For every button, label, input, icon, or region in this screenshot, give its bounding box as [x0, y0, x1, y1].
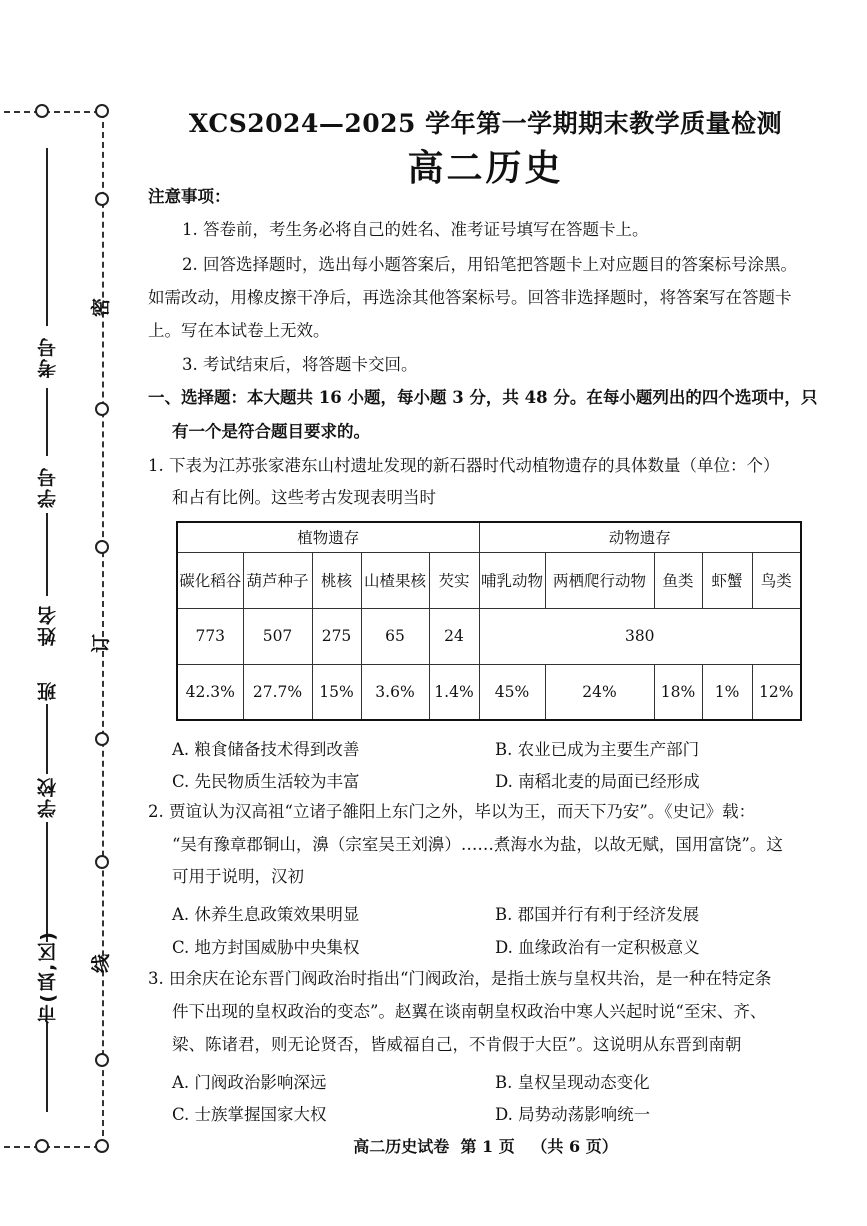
- kaohao-fill-line[interactable]: [46, 148, 48, 326]
- xuehao-fill-line[interactable]: [46, 388, 48, 456]
- q1-option-a: A. 粮食储备技术得到改善: [172, 740, 360, 759]
- table-count-cell: 65: [361, 608, 429, 664]
- q1-remains-table: [176, 521, 802, 721]
- table-count-cell: 507: [243, 608, 312, 664]
- q3-stem-line-2: 件下出现的皇权政治的变态”。赵翼在谈南朝皇权政治中寒人兴起时说“至宋、齐、: [172, 1002, 767, 1021]
- table-ratio-cell: 27.7%: [243, 664, 312, 720]
- q2-option-d: D. 血缘政治有一定积极意义: [495, 938, 700, 957]
- table-ratio-cell: 12%: [752, 664, 801, 720]
- xuexiao-fill-line[interactable]: [46, 822, 48, 942]
- table-ratio-cell: 3.6%: [361, 664, 429, 720]
- cut-line-top: [4, 111, 100, 113]
- binding-hole-icon: [95, 402, 109, 416]
- table-count-cell: 773: [177, 608, 243, 664]
- binding-hole-icon: [95, 732, 109, 746]
- xingming-fill-line[interactable]: [46, 513, 48, 596]
- table-animal-count-cell: 380: [479, 608, 801, 664]
- table-header-cell: 鸟类: [752, 552, 801, 608]
- table-header-cell: 虾蟹: [702, 552, 752, 608]
- binding-hole-icon: [95, 540, 109, 554]
- table-header-cell: 桃核: [312, 552, 361, 608]
- section-1-heading: 一、选择题：本大题共 16 小题，每小题 3 分，共 48 分。在每小题列出的四个选项中，只: [148, 388, 818, 407]
- binding-margin: [0, 0, 130, 1226]
- label-xuehao: 学号: [37, 466, 59, 508]
- label-shi: 市(县,区): [37, 930, 59, 1024]
- q1-stem-line-1: 1. 下表为江苏张家港东山村遗址发现的新石器时代动植物遗存的具体数量（单位：个）: [148, 456, 780, 475]
- q2-stem-line-1: 2. 贾谊认为汉高祖“立诸子雒阳上东门之外，毕以为王，而天下乃安”。《史记》载：: [148, 802, 756, 821]
- q2-stem-line-3: 可用于说明，汉初: [172, 867, 304, 886]
- q1-stem-line-2: 和占有比例。这些考古发现表明当时: [172, 488, 436, 507]
- table-ratio-cell: 18%: [654, 664, 702, 720]
- table-ratio-cell: 24%: [545, 664, 654, 720]
- q3-option-b: B. 皇权呈现动态变化: [495, 1073, 650, 1092]
- q1-option-d: D. 南稻北麦的局面已经形成: [495, 772, 700, 791]
- table-header-cell: 芡实: [429, 552, 479, 608]
- notes-heading: 注意事项：: [148, 187, 231, 206]
- table-header-cell: 两栖爬行动物: [545, 552, 654, 608]
- exam-title: XCS2024—2025 学年第一学期期末教学质量检测: [188, 109, 783, 138]
- q1-option-b: B. 农业已成为主要生产部门: [495, 740, 700, 759]
- table-header-cell: 哺乳动物: [479, 552, 545, 608]
- q3-stem-line-1: 3. 田余庆在论东晋门阀政治时指出“门阀政治，是指士族与皇权共治，是一种在特定条: [148, 969, 772, 988]
- binding-hole-icon: [35, 1139, 49, 1153]
- binding-mark-mi: 密: [90, 297, 113, 318]
- q3-option-d: D. 局势动荡影响统一: [495, 1105, 651, 1124]
- q3-option-a: A. 门阀政治影响深远: [172, 1073, 327, 1092]
- table-header-cell: 鱼类: [654, 552, 702, 608]
- binding-hole-icon: [95, 855, 109, 869]
- binding-hole-icon: [95, 192, 109, 206]
- ban-fill-line[interactable]: [46, 704, 48, 774]
- page-footer: 高二历史试卷 第 1 页 （共 6 页）: [353, 1137, 618, 1156]
- q2-option-c: C. 地方封国威胁中央集权: [172, 938, 360, 957]
- q1-option-c: C. 先民物质生活较为丰富: [172, 772, 360, 791]
- binding-hole-icon: [95, 104, 109, 118]
- table-ratio-cell: 15%: [312, 664, 361, 720]
- table-ratio-cell: 42.3%: [177, 664, 243, 720]
- binding-mark-xian: 线: [90, 953, 113, 974]
- label-kaohao: 考号: [37, 336, 59, 378]
- section-1-heading-cont: 有一个是符合题目要求的。: [172, 422, 370, 441]
- binding-dashed-line: [102, 112, 104, 1146]
- table-header-cell: 碳化稻谷: [177, 552, 243, 608]
- note-2-line-3: 上。写在本试卷上无效。: [148, 321, 330, 340]
- label-xuexiao: 学校: [37, 776, 59, 818]
- exam-subject: 高二历史: [407, 147, 564, 189]
- q2-stem-line-2: “吴有豫章郡铜山，濞（宗室吴王刘濞）……煮海水为盐，以故无赋，国用富饶”。这: [172, 835, 783, 854]
- binding-mark-ding: 订: [90, 633, 113, 654]
- table-ratio-cell: 1%: [702, 664, 752, 720]
- label-xingming: 姓名: [37, 604, 59, 646]
- table-header-cell: 葫芦种子: [243, 552, 312, 608]
- note-2-line-2: 如需改动，用橡皮擦干净后，再选涂其他答案标号。回答非选择题时，将答案写在答题卡: [148, 288, 792, 307]
- table-group-animal: 动物遗存: [479, 522, 801, 552]
- table-count-cell: 275: [312, 608, 361, 664]
- label-ban: 班: [37, 680, 59, 701]
- table-header-cell: 山楂果核: [361, 552, 429, 608]
- q2-option-b: B. 郡国并行有利于经济发展: [495, 905, 700, 924]
- q3-stem-line-3: 梁、陈诸君，则无论贤否，皆威福自己，不肯假于大臣”。这说明从东晋到南朝: [172, 1035, 742, 1054]
- table-ratio-cell: 1.4%: [429, 664, 479, 720]
- binding-hole-icon: [95, 1139, 109, 1153]
- binding-hole-icon: [35, 104, 49, 118]
- cut-line-bottom: [4, 1146, 100, 1148]
- table-ratio-cell: 45%: [479, 664, 545, 720]
- table-group-plant: 植物遗存: [177, 522, 479, 552]
- note-3: 3. 考试结束后，将答题卡交回。: [182, 355, 418, 374]
- note-2-line-1: 2. 回答选择题时，选出每小题答案后，用铅笔把答题卡上对应题目的答案标号涂黑。: [182, 255, 797, 274]
- binding-hole-icon: [95, 1053, 109, 1067]
- q3-option-c: C. 士族掌握国家大权: [172, 1105, 327, 1124]
- note-1: 1. 答卷前，考生务必将自己的姓名、准考证号填写在答题卡上。: [182, 220, 649, 239]
- q2-option-a: A. 休养生息政策效果明显: [172, 905, 360, 924]
- shi-fill-line[interactable]: [46, 1022, 48, 1112]
- table-count-cell: 24: [429, 608, 479, 664]
